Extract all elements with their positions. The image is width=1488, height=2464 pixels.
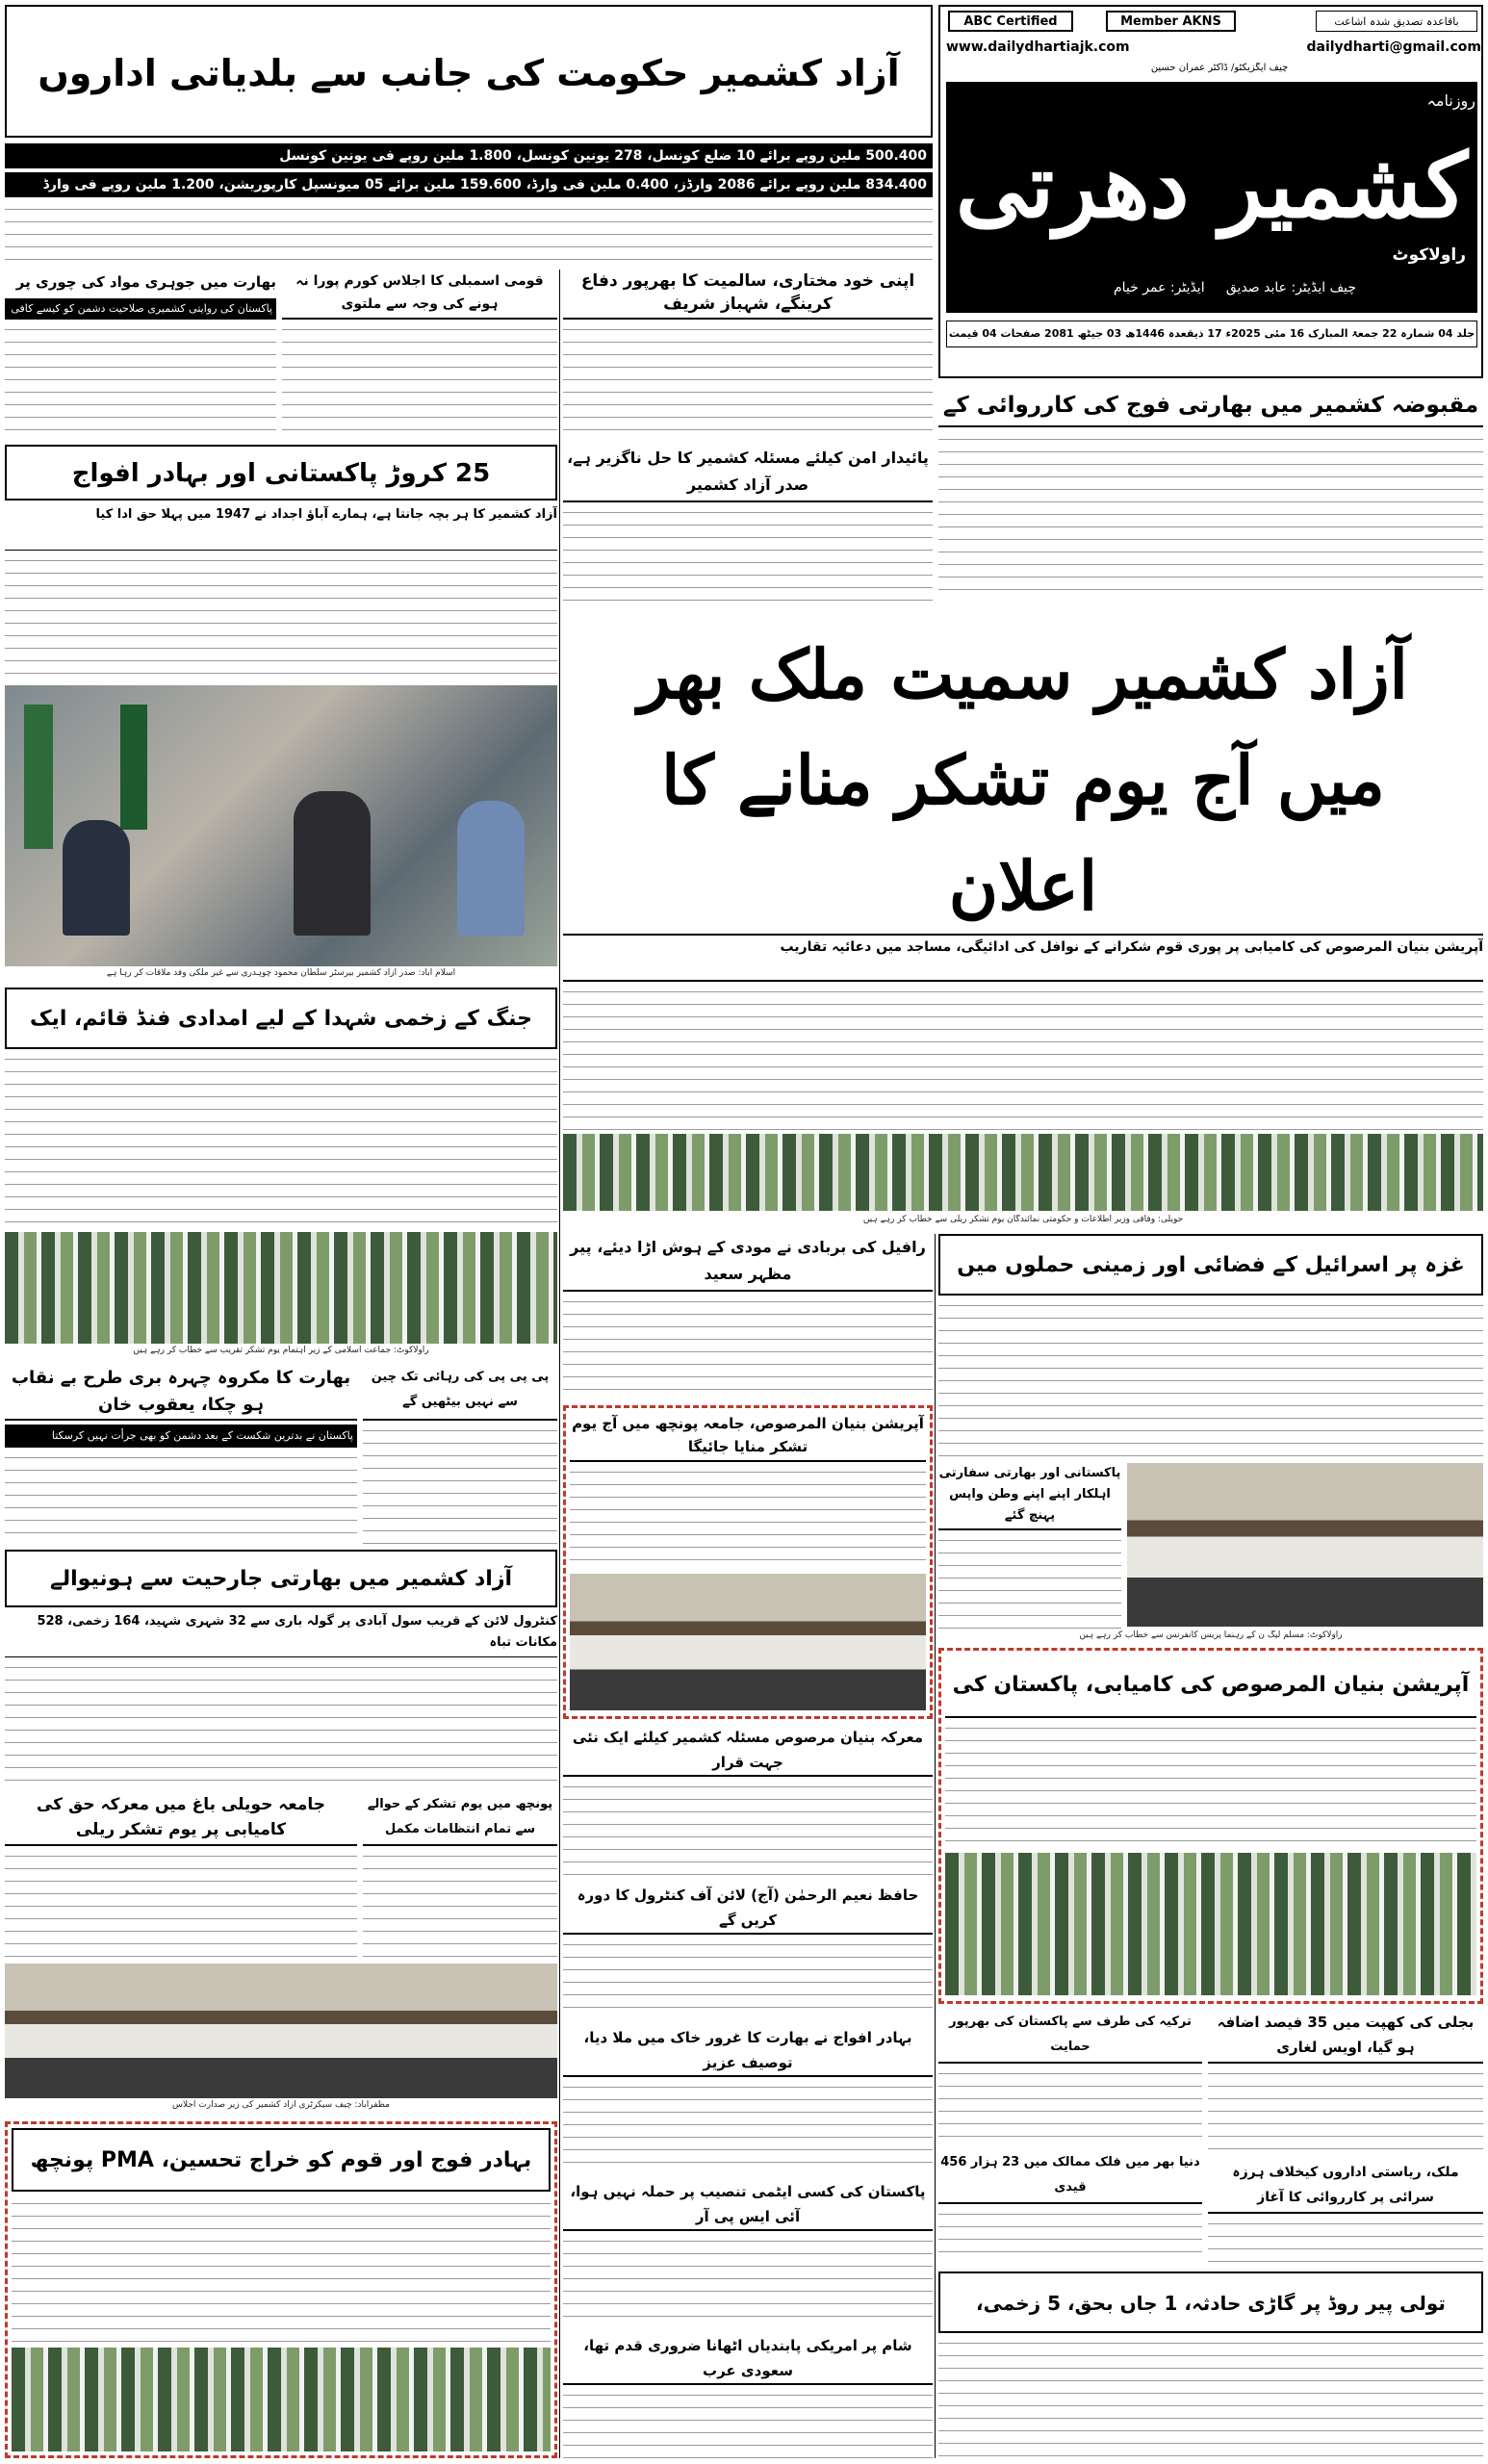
column-rule [935, 1234, 936, 2458]
forces-headline: بہادر افواج نے بھارت کا غرور خاک میں ملا دیا، توصیف عزیز [563, 2025, 933, 2077]
person-icon [457, 801, 525, 936]
pma-story [12, 2197, 551, 2342]
top-banner-headline: آزاد کشمیر حکومت کی جانب سے بلدیاتی اداروں [5, 5, 933, 138]
rafale-story [563, 1296, 933, 1401]
conference-caption: مظفرآباد: چیف سیکرٹری آزاد کشمیر کی زیر صدارت اجلاس [172, 2100, 390, 2110]
bagh-headline: جامعہ حویلی باغ میں معرکہ حق کی کامیابی پر یوم تشکر ریلی [5, 1792, 357, 1846]
firing-sub: کنٹرول لائن کے قریب سول آبادی پر گولہ باری سے 32 شہری شہید، 164 زخمی، 528 مکانات تباہ [5, 1611, 557, 1657]
poonch-headline: پونچھ میں یوم تشکر کے حوالے سے تمام انتظامات مکمل [363, 1792, 557, 1846]
25crore-story [5, 554, 557, 680]
main-sub: آپریشن بنیان المرصوص کی کامیابی پر پوری قوم شکرانے کے نوافل کی ادائیگی، مساجد میں دعائیہ تقاریب [563, 934, 1483, 982]
india-face-story [5, 1451, 357, 1544]
turkey-headline: ترکیہ کی طرف سے پاکستان کی بھرپور حمایت [938, 2010, 1202, 2064]
group-caption: راولاکوٹ: جماعت اسلامی کے زیر اہتمام یوم تشکر تقریب سے خطاب کر رہے ہیں [133, 1346, 429, 1355]
assembly-headline: قومی اسمبلی کا اجلاس کورم پورا نہ ہونے کی وجہ سے ملتوی [282, 270, 557, 320]
chief-executive: چیف ایگزیکٹو/ ڈاکٹر عمران حسین [1150, 63, 1289, 73]
india-nuclear-story [5, 323, 276, 439]
autonomy-story [563, 323, 933, 439]
verified-tag: باقاعدہ تصدیق شدہ اشاعت [1316, 11, 1477, 32]
editor: ایڈیٹر: عمر خیام [1114, 280, 1205, 295]
india-face-sub: پاکستان نے بدترین شکست کے بعد دشمن کو بھی جرأت نہیں کرسکتا [5, 1424, 357, 1448]
top-banner-sub1: 500.400 ملین روپے برائے 10 ضلع کونسل، 278 یونین کونسل، 1.800 ملین روپے فی یونین کونسل [5, 143, 933, 168]
main-story [563, 986, 1483, 1130]
action-headline: ملک، ریاستی اداروں کیخلاف ہرزہ سرائی پر کارروائی کا آغاز [1208, 2160, 1483, 2214]
forces-story [563, 2081, 933, 2173]
electric-story [1208, 2067, 1483, 2154]
email-link[interactable]: dailydharti@gmail.com [1306, 39, 1481, 55]
operation-headline: آپریشن بنیان المرصوص، جامعہ پونچھ میں آج یوم تشکر منایا جائیگا [570, 1412, 926, 1462]
world-story [938, 2208, 1202, 2254]
action-story [1208, 2218, 1483, 2264]
meeting-caption: اسلام آباد: صدر آزاد کشمیر بیرسٹر سلطان محمود چوہدری سے غیر ملکی وفد ملاقات کر رہا ہے [106, 968, 456, 978]
firing-story [5, 1661, 557, 1786]
india-nuclear-headline: بھارت میں جوہری مواد کی چوری پر [15, 273, 276, 291]
gaza-headline: غزہ پر اسرائیل کے فضائی اور زمینی حملوں میں [938, 1234, 1483, 1296]
operation-photo [570, 1574, 926, 1710]
flag-icon [120, 705, 147, 830]
peace-headline: پائیدار امن کیلئے مسئلہ کشمیر کا حل ناگزیر ہے، صدر آزاد کشمیر [563, 445, 933, 502]
hafiz-headline: حافظ نعیم الرحمٰن (آج) لائن آف کنٹرول کا دورہ کریں گے [563, 1883, 933, 1935]
success-story [945, 1722, 1476, 1847]
electric-headline: بجلی کی کھپت میں 35 فیصد اضافہ ہو گیا، اویس لغاری [1208, 2010, 1483, 2064]
syria-story [563, 2389, 933, 2458]
top-banner-story [5, 203, 933, 265]
flag-icon [24, 705, 53, 849]
ppp-headline: پی پی پی کی رہائی تک چین سے نہیں بیٹھیں گے [363, 1365, 557, 1421]
pma-headline: بہادر فوج اور قوم کو خراج تحسین، PMA پونچھ [12, 2128, 551, 2192]
rafale-headline: رافیل کی بربادی نے مودی کے ہوش اڑا دیئے، پیر مظہر سعید [563, 1234, 933, 1292]
dateline: جلد 04 شمارہ 22 جمعۃ المبارک 16 مئی 2025ء 17 ذیقعدہ 1446ھ 03 جیٹھ 2081 صفحات 04 قیمت [946, 321, 1477, 347]
accident-headline: تولی پیر روڈ پر گاڑی حادثہ، 1 جاں بحق، 5 زخمی، [938, 2272, 1483, 2333]
war-fund-story [5, 1053, 557, 1226]
turkey-story [938, 2067, 1202, 2144]
success-headline: آپریشن بنیان المرصوص کی کامیابی، پاکستان کی [945, 1655, 1476, 1718]
meeting-photo [5, 685, 557, 966]
column-rule [559, 270, 560, 2458]
press-caption: راولاکوٹ: مسلم لیگ ن کے رہنما پریس کانفرنس سے خطاب کر رہے ہیں [1079, 1630, 1343, 1640]
akns-badge: Member AKNS [1106, 11, 1236, 32]
masthead [938, 5, 1483, 378]
chief-editor: چیف ایڈیٹر: عابد صدیق [1225, 280, 1356, 295]
marka-headline: معرکہ بنیان مرصوص مسئلہ کشمیر کیلئے ایک نئی جہت قرار [563, 1725, 933, 1777]
hafiz-story [563, 1938, 933, 2019]
person-icon [294, 791, 371, 936]
india-face-headline: بھارت کا مکروہ چہرہ بری طرح بے نقاب ہو چکا، یعقوب خان [5, 1365, 357, 1421]
website-link[interactable]: www.dailydhartiajk.com [946, 39, 1130, 55]
india-nuclear-sub: پاکستان کی روایتی کشمیری صلاحیت دشمن کو کیسے کافی [5, 298, 276, 320]
success-photo [945, 1853, 1476, 1995]
martyr-headline: مقبوضہ کشمیر میں بھارتی فوج کی کارروائی کے [938, 383, 1483, 427]
editor-line [1004, 280, 1466, 305]
autonomy-headline: اپنی خود مختاری، سالمیت کا بھرپور دفاع کرینگے، شہباز شریف [563, 270, 933, 320]
nuclear-headline: پاکستان کی کسی ایٹمی تنصیب پر حملہ نہیں ہوا، آئی ایس پی آر [563, 2179, 933, 2231]
diplomat-story [938, 1534, 1121, 1630]
martyr-story [938, 433, 1483, 597]
person-icon [63, 820, 130, 936]
newspaper-name: کشمیر دھرتی [955, 134, 1469, 238]
nuclear-story [563, 2235, 933, 2327]
success-box [938, 1648, 1483, 2004]
diplomat-headline: پاکستانی اور بھارتی سفارتی اہلکار اپنے اپنے وطن واپس پہنچ گئے [938, 1463, 1121, 1530]
city-label: راولاکوٹ [1392, 245, 1466, 265]
firing-headline: آزاد کشمیر میں بھارتی جارحیت سے ہونیوالے [5, 1550, 557, 1607]
marka-story [563, 1781, 933, 1877]
pma-box [5, 2121, 557, 2458]
assembly-story [282, 323, 557, 439]
masthead-logo [946, 82, 1477, 313]
top-banner-sub2: 834.400 ملین روپے برائے 2086 وارڈز، 0.400 ملین فی وارڈ، 159.600 ملین برائے 05 میونسپل کارپوریشن، 1.200 ملین روپے فی وارڈ [5, 172, 933, 197]
group-photo [5, 1232, 557, 1344]
peace-story [563, 506, 933, 603]
ppp-story [363, 1424, 557, 1544]
abc-badge: ABC Certified [948, 11, 1073, 32]
war-fund-headline: جنگ کے زخمی شہدا کے لیے امدادی فنڈ قائم، ایک [5, 988, 557, 1049]
poonch-story [363, 1850, 557, 1958]
operation-story [570, 1466, 926, 1570]
bagh-story [5, 1850, 357, 1958]
rally-caption: حویلی: وفاقی وزیر اطلاعات و حکومتی نمائندگان یوم تشکر ریلی سے خطاب کر رہے ہیں [862, 1215, 1184, 1224]
operation-box [563, 1405, 933, 1719]
world-headline: دنیا بھر میں فلک ممالک میں 23 ہزار 456 قیدی [938, 2150, 1202, 2204]
syria-headline: شام پر امریکی پابندیاں اٹھانا ضروری قدم تھا، سعودی عرب [563, 2333, 933, 2385]
accident-story [938, 2337, 1483, 2458]
gaza-story [938, 1299, 1483, 1457]
rally-photo [563, 1134, 1483, 1211]
conference-photo [5, 1964, 557, 2098]
25crore-sub: آزاد کشمیر کا ہر بچہ جانتا ہے، ہمارے آباؤ اجداد نے 1947 میں پہلا حق ادا کیا [5, 504, 557, 551]
25crore-headline: 25 کروڑ پاکستانی اور بہادر افواج [5, 445, 557, 500]
daily-label: روزنامہ [1426, 91, 1475, 110]
press-photo [1127, 1463, 1483, 1627]
pma-photo [12, 2348, 551, 2451]
main-headline: آزاد کشمیر سمیت ملک بھر میں آج یوم تشکر منانے کا اعلان [637, 634, 1408, 926]
